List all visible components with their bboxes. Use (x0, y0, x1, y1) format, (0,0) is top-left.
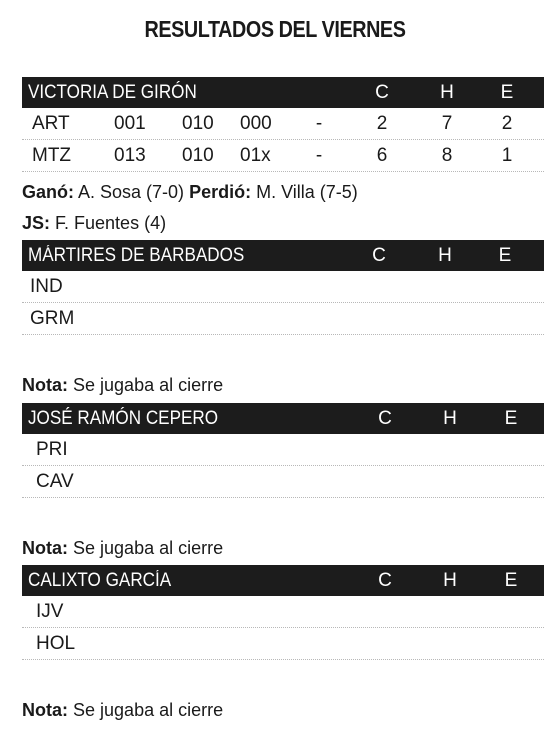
innings-7-9: 000 (240, 113, 272, 134)
game-header (22, 565, 544, 596)
note-text: Se jugaba al cierre (73, 538, 224, 558)
team-abbr: HOL (36, 633, 76, 654)
stadium-name: JOSÉ RAMÓN CEPERO (28, 408, 219, 429)
winning-pitcher: A. Sosa (7-0) (78, 182, 185, 202)
hits-header: H (443, 408, 457, 429)
innings-4-6: 010 (182, 145, 214, 166)
errors-header: E (504, 570, 518, 591)
note-label: Nota: (22, 700, 68, 720)
note-line (22, 538, 223, 559)
errors-header: E (498, 245, 512, 266)
hits-value: 7 (441, 113, 453, 134)
team-row (22, 596, 544, 628)
note-text: Se jugaba al cierre (73, 375, 224, 395)
separator-dash: - (315, 145, 323, 166)
note-label: Nota: (22, 538, 68, 558)
stadium-name: CALIXTO GARCÍA (28, 570, 172, 591)
save-line (22, 213, 166, 234)
team-row (22, 271, 544, 303)
innings-4-6: 010 (182, 113, 214, 134)
stadium-name: VICTORIA DE GIRÓN (28, 82, 197, 103)
game-victoria-de-giron (22, 77, 544, 172)
team-abbr: PRI (36, 439, 68, 460)
team-row (22, 434, 544, 466)
save-label: JS: (22, 213, 51, 233)
hits-header: H (438, 245, 452, 266)
team-row (22, 108, 544, 140)
game-martires-de-barbados (22, 240, 544, 335)
errors-header: E (500, 82, 514, 103)
team-abbr: IJV (36, 601, 64, 622)
save-pitcher: F. Fuentes (4) (55, 213, 167, 233)
winner-label: Ganó: (22, 182, 74, 202)
note-line (22, 700, 223, 721)
note-text: Se jugaba al cierre (73, 700, 224, 720)
team-row (22, 140, 544, 172)
errors-value: 1 (501, 145, 513, 166)
team-row (22, 303, 544, 335)
errors-value: 2 (501, 113, 513, 134)
note-label: Nota: (22, 375, 68, 395)
innings-1-3: 013 (114, 145, 146, 166)
page-title: RESULTADOS DEL VIERNES (144, 16, 406, 42)
team-abbr: MTZ (32, 145, 72, 166)
game-header (22, 240, 544, 271)
innings-7-9: 01x (240, 145, 271, 166)
game-jose-ramon-cepero (22, 403, 544, 498)
hits-header: H (443, 570, 457, 591)
runs-value: 6 (376, 145, 388, 166)
innings-1-3: 001 (114, 113, 146, 134)
errors-header: E (504, 408, 518, 429)
game-header (22, 403, 544, 434)
game-header (22, 77, 544, 108)
losing-pitcher: M. Villa (7-5) (256, 182, 358, 202)
note-line (22, 375, 223, 396)
pitchers-line (22, 182, 358, 203)
separator-dash: - (315, 113, 323, 134)
runs-header: C (378, 408, 392, 429)
runs-header: C (372, 245, 386, 266)
team-row (22, 628, 544, 660)
stadium-name: MÁRTIRES DE BARBADOS (28, 245, 245, 266)
runs-value: 2 (376, 113, 388, 134)
runs-header: C (378, 570, 392, 591)
team-abbr: GRM (30, 308, 75, 329)
hits-value: 8 (441, 145, 453, 166)
hits-header: H (440, 82, 454, 103)
team-row (22, 466, 544, 498)
team-abbr: CAV (36, 471, 74, 492)
loser-label: Perdió: (189, 182, 252, 202)
team-abbr: IND (30, 276, 63, 297)
runs-header: C (375, 82, 389, 103)
team-abbr: ART (32, 113, 70, 134)
game-calixto-garcia (22, 565, 544, 660)
